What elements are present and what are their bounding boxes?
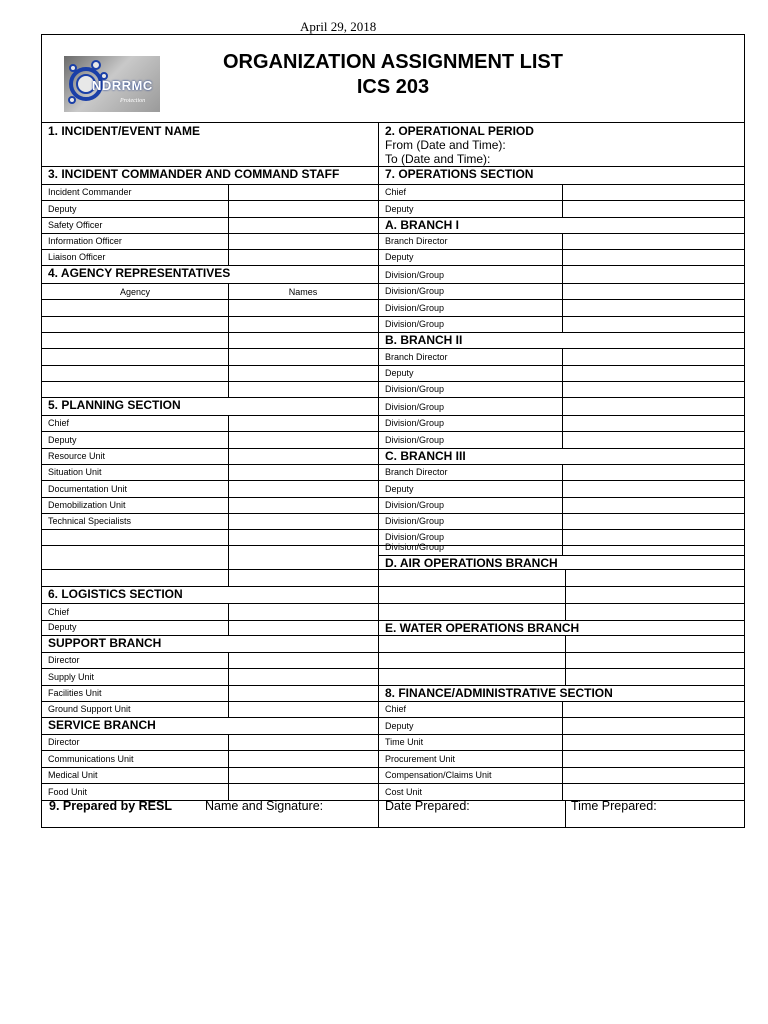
column-divider [562, 348, 563, 365]
column-divider [562, 767, 563, 783]
role-label: Deputy [48, 435, 77, 445]
column-divider [228, 734, 229, 750]
name-entry-field[interactable] [229, 465, 377, 479]
name-entry-field[interactable] [563, 266, 744, 282]
name-entry-field[interactable] [563, 702, 744, 716]
role-label: Deputy [48, 204, 77, 214]
role-label: Resource Unit [48, 451, 106, 461]
role-label: Division/Group [385, 435, 445, 445]
date-prepared-field[interactable] [379, 816, 564, 827]
command-staff-header: 3. INCIDENT COMMANDER AND COMMAND STAFF [48, 167, 340, 181]
name-entry-field[interactable] [229, 530, 377, 544]
role-label: Division/Group [385, 402, 445, 412]
finance-header: 8. FINANCE/ADMINISTRATIVE SECTION [385, 686, 613, 700]
role-label: Incident Commander [48, 187, 132, 197]
column-divider [562, 717, 563, 734]
name-entry-field[interactable] [229, 621, 377, 634]
agency-column-header: Agency [119, 287, 151, 297]
column-divider [562, 464, 563, 480]
role-label: Deputy [48, 622, 77, 632]
column-divider [562, 701, 563, 717]
name-entry-field[interactable] [229, 570, 377, 585]
role-label: Supply Unit [48, 672, 95, 682]
prepared-by-field[interactable] [43, 816, 377, 827]
name-entry-field[interactable] [229, 653, 377, 667]
role-label: Branch Director [385, 352, 448, 362]
logo-text: NDRRMC [92, 78, 153, 93]
column-divider [228, 249, 229, 265]
column-divider [562, 529, 563, 545]
name-entry-field[interactable] [229, 604, 377, 619]
name-entry-field[interactable] [563, 784, 744, 799]
date-prepared-label: Date Prepared: [385, 799, 470, 813]
name-entry-field[interactable] [229, 481, 377, 496]
name-entry-field[interactable] [229, 751, 377, 766]
branch-1-header: A. BRANCH I [385, 218, 459, 232]
name-entry-field[interactable] [229, 201, 377, 216]
time-prepared-label: Time Prepared: [571, 799, 657, 813]
name-entry-field[interactable] [229, 218, 377, 232]
names-column-header: Names [288, 287, 318, 297]
operations-header: 7. OPERATIONS SECTION [385, 167, 534, 181]
role-label: Director [48, 655, 80, 665]
air-operations-header: D. AIR OPERATIONS BRANCH [385, 556, 558, 570]
role-label: Deputy [385, 204, 414, 214]
name-entry-field[interactable] [566, 653, 744, 667]
name-entry-field[interactable] [563, 185, 744, 199]
logo-subtext: Protection [120, 98, 146, 104]
column-divider [562, 184, 563, 200]
role-label: Procurement Unit [385, 754, 456, 764]
column-divider [228, 381, 229, 397]
prepared-by-label: 9. Prepared by RESL [49, 799, 172, 813]
column-divider [228, 513, 229, 529]
column-divider [228, 431, 229, 448]
name-entry-field[interactable] [563, 382, 744, 396]
role-label: Information Officer [48, 236, 122, 246]
column-divider [562, 233, 563, 249]
column-divider [228, 750, 229, 767]
name-entry-field[interactable] [563, 751, 744, 766]
name-entry-field[interactable] [563, 514, 744, 528]
name-entry-field[interactable] [566, 587, 744, 602]
role-label: Division/Group [385, 516, 445, 526]
column-divider [562, 750, 563, 767]
column-divider [562, 265, 563, 283]
role-label: Branch Director [385, 236, 448, 246]
document-date: April 29, 2018 [300, 19, 377, 34]
operational-period-label: 2. OPERATIONAL PERIOD [385, 124, 534, 138]
incident-name-label: 1. INCIDENT/EVENT NAME [48, 124, 201, 138]
name-entry-field[interactable] [563, 349, 744, 364]
name-entry-field[interactable] [563, 366, 744, 380]
role-label: Deputy [385, 484, 414, 494]
column-divider [565, 569, 566, 586]
row-divider [42, 283, 378, 284]
column-divider [562, 249, 563, 265]
column-divider [562, 415, 563, 431]
name-signature-label: Name and Signature: [205, 799, 324, 813]
role-label: Chief [385, 704, 407, 714]
form-title: ORGANIZATION ASSIGNMENT LIST [223, 51, 563, 73]
role-label: Division/Group [385, 286, 445, 296]
role-label: Technical Specialists [48, 516, 132, 526]
column-divider [228, 668, 229, 685]
form-header [42, 35, 744, 123]
column-divider [228, 348, 229, 365]
name-entry-field[interactable] [229, 768, 377, 782]
column-divider [228, 283, 229, 299]
name-entry-field[interactable] [563, 250, 744, 264]
name-entry-field[interactable] [563, 768, 744, 782]
role-label: Deputy [385, 252, 414, 262]
name-entry-field[interactable] [563, 546, 744, 554]
name-entry-field[interactable] [563, 530, 744, 544]
column-divider [378, 123, 379, 828]
role-label: Demobilization Unit [48, 500, 126, 510]
name-entry-field[interactable] [229, 416, 377, 430]
role-label: Documentation Unit [48, 484, 128, 494]
column-divider [562, 381, 563, 397]
time-prepared-field[interactable] [566, 816, 744, 827]
column-divider [562, 480, 563, 497]
planning-header: 5. PLANNING SECTION [48, 398, 181, 412]
name-entry-field[interactable] [563, 201, 744, 216]
column-divider [228, 200, 229, 217]
column-divider [228, 603, 229, 620]
column-divider [565, 668, 566, 685]
column-divider [228, 365, 229, 381]
role-label: Safety Officer [48, 220, 103, 230]
column-divider [228, 529, 229, 545]
branch-2-header: B. BRANCH II [385, 333, 463, 347]
name-entry-field[interactable] [229, 498, 377, 512]
name-entry-field[interactable] [229, 333, 377, 347]
agency-reps-header: 4. AGENCY REPRESENTATIVES [48, 266, 231, 280]
name-entry-field[interactable] [229, 366, 377, 380]
branch-3-header: C. BRANCH III [385, 449, 466, 463]
name-entry-field[interactable] [563, 317, 744, 331]
name-entry-field[interactable] [563, 465, 744, 479]
name-entry-field[interactable] [229, 514, 377, 528]
role-label: Division/Group [385, 418, 445, 428]
column-divider [562, 497, 563, 513]
column-divider [228, 783, 229, 800]
name-entry-field[interactable] [563, 735, 744, 749]
column-divider [228, 685, 229, 701]
name-entry-field[interactable] [229, 382, 377, 396]
name-entry-field[interactable] [229, 784, 377, 799]
role-label: Division/Group [385, 319, 445, 329]
name-entry-field[interactable] [229, 432, 377, 447]
role-label: Director [48, 737, 80, 747]
role-label: Chief [48, 607, 70, 617]
column-divider [228, 701, 229, 717]
column-divider [562, 299, 563, 316]
column-divider [228, 652, 229, 668]
role-label: Branch Director [385, 467, 448, 477]
name-entry-field[interactable] [563, 284, 744, 298]
column-divider [562, 283, 563, 299]
role-label: Time Unit [385, 737, 424, 747]
role-label: Facilities Unit [48, 688, 102, 698]
name-entry-field[interactable] [229, 735, 377, 749]
column-divider [562, 316, 563, 332]
name-entry-field[interactable] [229, 300, 377, 315]
column-divider [228, 767, 229, 783]
role-label: Communications Unit [48, 754, 134, 764]
column-divider [228, 332, 229, 348]
name-entry-field[interactable] [563, 300, 744, 315]
role-label: Division/Group [385, 384, 445, 394]
role-label: Ground Support Unit [48, 704, 131, 714]
name-entry-field[interactable] [563, 498, 744, 512]
name-entry-field[interactable] [229, 349, 377, 364]
name-entry-field[interactable] [229, 234, 377, 248]
column-divider [228, 448, 229, 464]
column-divider [228, 184, 229, 200]
role-label: Cost Unit [385, 787, 423, 797]
role-label: Chief [385, 187, 407, 197]
name-entry-field[interactable] [563, 398, 744, 414]
column-divider [565, 603, 566, 620]
column-divider [228, 316, 229, 332]
column-divider [562, 365, 563, 381]
role-label: Division/Group [385, 532, 445, 542]
name-entry-field[interactable] [229, 669, 377, 684]
column-divider [228, 233, 229, 249]
role-label: Division/Group [385, 270, 445, 280]
name-entry-field[interactable] [229, 250, 377, 264]
name-entry-field[interactable] [229, 449, 377, 463]
period-from-label: From (Date and Time): [385, 138, 506, 152]
column-divider [565, 635, 566, 652]
column-divider [565, 652, 566, 668]
name-entry-field[interactable] [566, 636, 744, 651]
support-branch-header: SUPPORT BRANCH [48, 636, 162, 650]
role-label: Deputy [385, 368, 414, 378]
column-divider [562, 734, 563, 750]
water-operations-header: E. WATER OPERATIONS BRANCH [385, 621, 580, 635]
role-label: Food Unit [48, 787, 88, 797]
name-entry-field[interactable] [566, 570, 744, 585]
ics-203-form [41, 34, 745, 828]
role-label: Division/Group [385, 303, 445, 313]
name-entry-field[interactable] [563, 234, 744, 248]
column-divider [562, 431, 563, 448]
column-divider [228, 480, 229, 497]
column-divider [228, 415, 229, 431]
name-entry-field[interactable] [566, 669, 744, 684]
name-entry-field[interactable] [563, 432, 744, 447]
column-divider [228, 620, 229, 635]
name-entry-field[interactable] [229, 546, 377, 568]
column-divider [228, 299, 229, 316]
role-label: Division/Group [385, 542, 445, 552]
name-entry-field[interactable] [229, 686, 377, 700]
column-divider [228, 464, 229, 480]
column-divider [562, 783, 563, 800]
column-divider [562, 513, 563, 529]
column-divider [562, 397, 563, 415]
column-divider [228, 497, 229, 513]
role-label: Medical Unit [48, 770, 98, 780]
column-divider [228, 545, 229, 569]
name-entry-field[interactable] [563, 481, 744, 496]
role-label: Liaison Officer [48, 252, 106, 262]
role-label: Chief [48, 418, 70, 428]
name-entry-field[interactable] [563, 718, 744, 733]
period-to-label: To (Date and Time): [385, 152, 491, 166]
role-label: Situation Unit [48, 467, 102, 477]
service-branch-header: SERVICE BRANCH [48, 718, 156, 732]
column-divider [565, 586, 566, 603]
role-label: Division/Group [385, 500, 445, 510]
form-code: ICS 203 [356, 76, 430, 98]
column-divider [562, 200, 563, 217]
name-entry-field[interactable] [229, 317, 377, 331]
role-label: Deputy [385, 721, 414, 731]
name-entry-field[interactable] [229, 702, 377, 716]
logistics-header: 6. LOGISTICS SECTION [48, 587, 183, 601]
role-label: Compensation/Claims Unit [385, 770, 492, 780]
name-entry-field[interactable] [563, 416, 744, 430]
column-divider [228, 217, 229, 233]
name-entry-field[interactable] [566, 604, 744, 619]
name-entry-field[interactable] [229, 185, 377, 199]
column-divider [562, 545, 563, 555]
column-divider [228, 569, 229, 586]
